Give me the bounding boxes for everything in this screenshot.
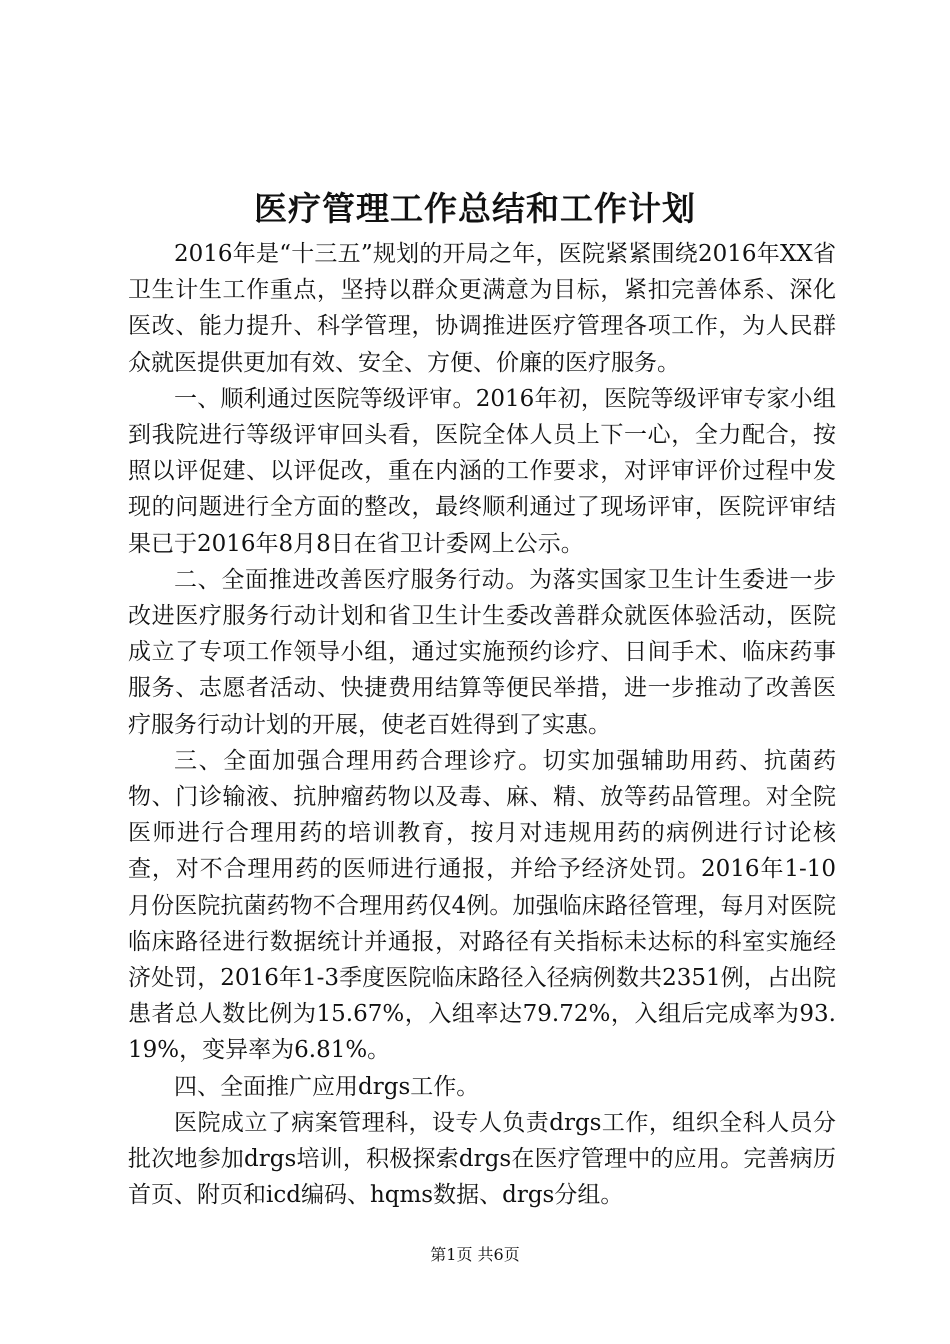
document-title: 医疗管理工作总结和工作计划 — [254, 189, 696, 228]
paragraph-section-1: 一、顺利通过医院等级评审。2016年初，医院等级评审专家小组到我院进行等级评审回头看，医院全体人员上下一心，全力配合，按照以评促建、以评促改，重在内涵的工作要求，对评审评价过程中发现的问题进行全方面的整改，最终顺利通过了现场评审，医院评审结果已于2016年8月8日在省卫计委网上公示。 — [128, 385, 836, 557]
document-body — [128, 236, 836, 1213]
paragraph-section-2: 二、全面推进改善医疗服务行动。为落实国家卫生计生委进一步改进医疗服务行动计划和省卫生计生委改善群众就医体验活动，医院成立了专项工作领导小组，通过实施预约诊疗、日间手术、临床药事服务、志愿者活动、快捷费用结算等便民举措，进一步推动了改善医疗服务行动计划的开展，使老百姓得到了实惠。 — [128, 566, 836, 738]
page-number: 第1页 共6页 — [430, 1245, 520, 1264]
paragraph-section-4-body: 医院成立了病案管理科，设专人负责drgs工作，组织全科人员分批次地参加drgs培训，积极探索drgs在医疗管理中的应用。完善病历首页、附页和icd编码、hqms数据、drgs分组。 — [128, 1109, 836, 1209]
paragraph-section-4-heading: 四、全面推广应用drgs工作。 — [174, 1073, 480, 1100]
paragraph-section-3: 三、全面加强合理用药合理诊疗。切实加强辅助用药、抗菌药物、门诊输液、抗肿瘤药物以及毒、麻、精、放等药品管理。对全院医师进行合理用药的培训教育，按月对违规用药的病例进行讨论核查，对不合理用药的医师进行通报，并给予经济处罚。2016年1-10月份医院抗菌药物不合理用药仅4例。加强临床路径管理，每月对医院临床路径进行数据统计并通报，对路径有关指标未达标的科室实施经济处罚，2016年1-3季度医院临床路径入径病例数共2351例，占出院患者总人数比例为15.67%，入组率达79.72%，入组后完成率为93.19%，变异率为6.81%。 — [128, 747, 836, 1064]
paragraph-intro: 2016年是“十三五”规划的开局之年，医院紧紧围绕2016年XX省卫生计生工作重点，坚持以群众更满意为目标，紧扣完善体系、深化医改、能力提升、科学管理，协调推进医疗管理各项工作，为人民群众就医提供更加有效、安全、方便、价廉的医疗服务。 — [128, 241, 836, 376]
